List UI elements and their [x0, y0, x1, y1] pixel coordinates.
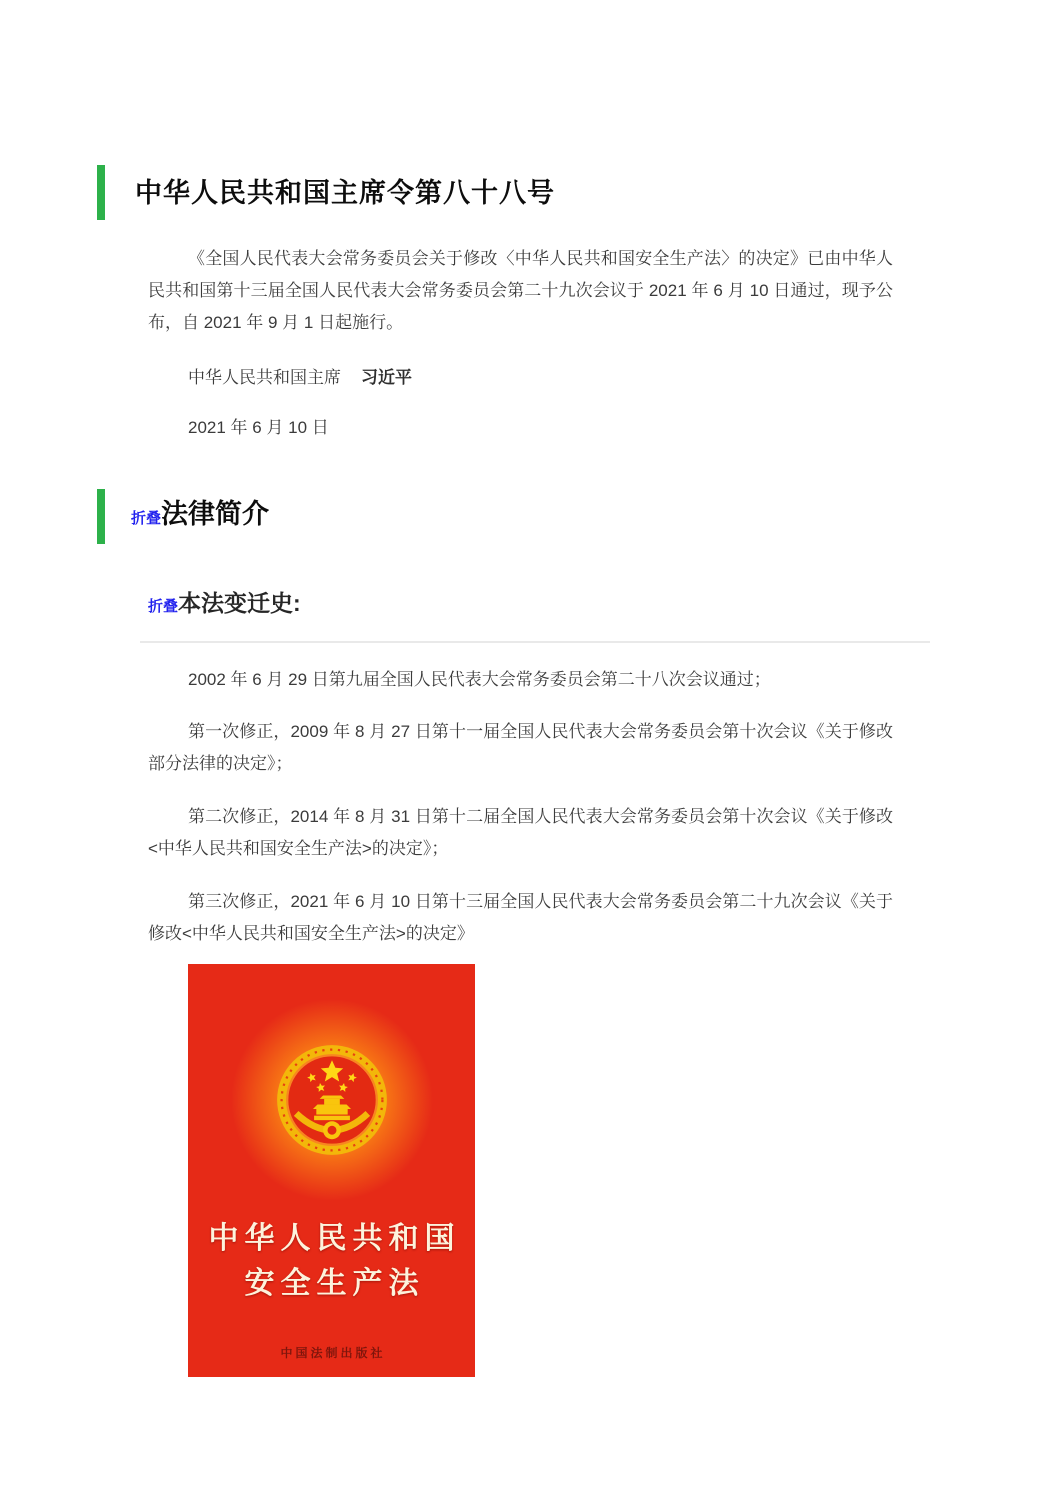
decree-date: 2021 年 6 月 10 日	[188, 418, 329, 437]
collapse-toggle-history[interactable]: 折叠	[148, 598, 179, 615]
section-accent-bar	[97, 489, 105, 544]
signer-title: 中华人民共和国主席	[188, 368, 341, 387]
section-accent-bar	[97, 165, 105, 220]
history-item: 2002 年 6 月 29 日第九届全国人民代表大会常务委员会第二十八次会议通过；	[188, 670, 771, 689]
signer-line	[148, 362, 412, 394]
signer-name: 习近平	[361, 368, 412, 387]
cover-title-line1: 中华人民共和国	[208, 1222, 461, 1255]
prc-national-emblem-icon	[276, 1044, 388, 1156]
history-item: 第三次修正，2021 年 6 月 10 日第十三届全国人民代表大会常务委员会第二十九次会议《关于修改<中华人民共和国安全生产法>的决定》	[148, 892, 893, 943]
history-item: 第一次修正，2009 年 8 月 27 日第十一届全国人民代表大会常务委员会第十次会议《关于修改部分法律的决定》；	[148, 722, 893, 773]
history-subheading	[148, 588, 301, 622]
decree-body-paragraph: 《全国人民代表大会常务委员会关于修改〈中华人民共和国安全生产法〉的决定》已由中华人民共和国第十三届全国人民代表大会常务委员会第二十九次会议于 2021 年 6 月 10 日通过，现予公布，自 2021 年 9 月 1 日起施行。	[148, 249, 893, 332]
law-intro-heading-line	[131, 499, 269, 534]
section-title-law-intro: 法律简介	[161, 499, 270, 529]
decree-title: 中华人民共和国主席令第八十八号	[135, 177, 555, 208]
cover-publisher: 中国法制出版社	[280, 1346, 386, 1360]
decree-heading	[97, 165, 555, 220]
law-book-cover-image[interactable]	[188, 964, 475, 1377]
law-intro-heading	[97, 489, 269, 544]
history-item: 第二次修正，2014 年 8 月 31 日第十二届全国人民代表大会常务委员会第十次会议《关于修改<中华人民共和国安全生产法>的决定》；	[148, 807, 893, 858]
section-divider	[140, 641, 930, 643]
subsection-title-history: 本法变迁史:	[178, 590, 301, 616]
cover-title-line2: 安全生产法	[244, 1267, 425, 1300]
collapse-toggle-law-intro[interactable]: 折叠	[131, 510, 162, 527]
